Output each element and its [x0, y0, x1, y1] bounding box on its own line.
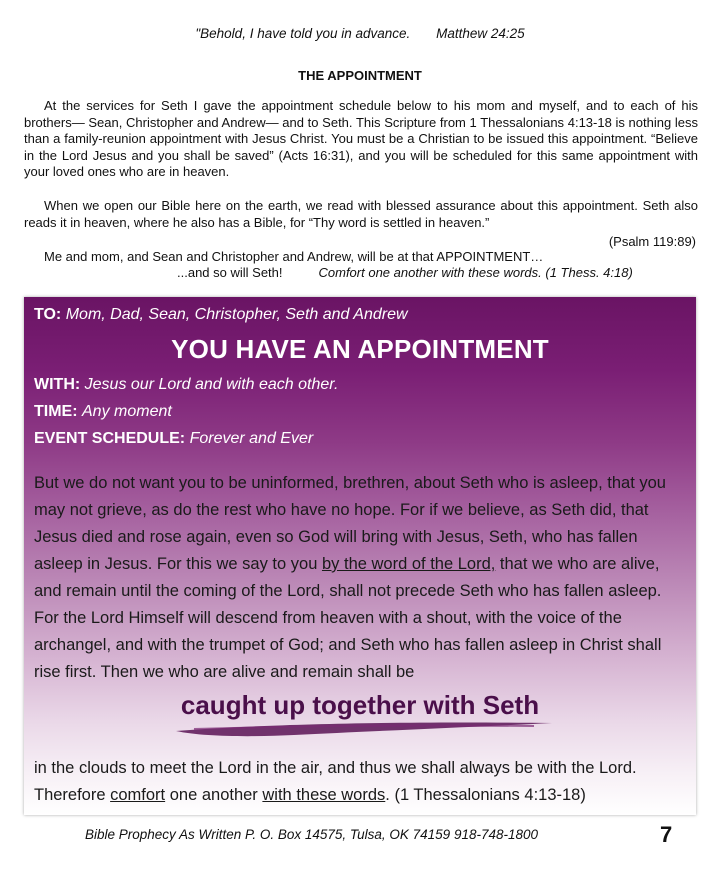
scripture-body [34, 470, 690, 686]
event-value: Forever and Ever [189, 430, 314, 447]
scripture-tail-part-2: one another [165, 786, 263, 804]
brush-stroke-decoration [174, 717, 554, 739]
comfort-verse: Comfort one another with these words. (1 Thess. 4:18) [318, 265, 633, 280]
epigraph-reference: Matthew 24:25 [436, 26, 525, 41]
caught-up-heading: caught up together with Seth [180, 690, 540, 720]
intro-paragraph-2 [24, 198, 698, 231]
scripture-underline-1: by the word of the Lord, [321, 555, 496, 573]
seth-statement [177, 265, 633, 280]
time-line [34, 403, 172, 421]
seth-statement-text: ...and so will Seth! [177, 265, 283, 280]
with-line [34, 376, 338, 394]
scripture-underline-words: with these words [262, 786, 386, 804]
to-value: Mom, Dad, Sean, Christopher, Seth and Andrew [65, 306, 408, 323]
scripture-tail-part-1: in the clouds to meet the Lord in the air, and thus we shall always be with the Lord. Therefore [34, 759, 637, 804]
scripture-body-part-2: that we who are alive, and remain until the coming of the Lord, shall not precede Seth who has fallen asleep. For the Lord Himself will descend from heaven with a shout, with the voice of the archangel, and with the trumpet of God; and Seth who has fallen asleep in Christ shall rise first. Then we who are alive and remain shall be [34, 555, 662, 681]
scripture-tail-part-3: . (1 Thessalonians 4:13-18) [385, 786, 586, 804]
family-statement: Me and mom, and Sean and Christopher and Andrew, will be at that APPOINTMENT… [44, 249, 544, 264]
page-number: 7 [660, 822, 673, 847]
psalm-reference: (Psalm 119:89) [608, 234, 696, 249]
with-label: WITH: [34, 376, 81, 393]
epigraph-quote: "Behold, I have told you in advance. [195, 26, 411, 41]
event-line [34, 430, 313, 448]
scripture-underline-comfort: comfort [110, 786, 166, 804]
with-value: Jesus our Lord and with each other. [84, 376, 339, 393]
to-label: TO: [34, 306, 62, 323]
scripture-tail [34, 755, 690, 809]
time-value: Any moment [82, 403, 172, 420]
intro-paragraph-2-text: When we open our Bible here on the earth, we read with blessed assurance about this appointment. Seth also reads it in heaven, where he also has a Bible, for “Thy word is settled in heaven.” [24, 198, 698, 230]
appointment-card [24, 297, 696, 815]
intro-paragraph-1-text: At the services for Seth I gave the appointment schedule below to his mom and myself, and to each of his brothers— Sean, Christopher and Andrew— and to Seth. This Scripture from 1 Thessalonians 4:13-18 is nothing less than a family-reunion appointment with Jesus Christ. You must be a Christian to be issued this appointment. “Believe in the Lord Jesus and you shall be saved” (Acts 16:31), and you will be scheduled for this same appointment with your loved ones who are in heaven. [24, 98, 698, 180]
epigraph [0, 26, 720, 41]
to-line [34, 306, 408, 324]
event-label: EVENT SCHEDULE: [34, 430, 186, 447]
time-label: TIME: [34, 403, 78, 420]
page-title: THE APPOINTMENT [298, 68, 422, 83]
appointment-headline: YOU HAVE AN APPOINTMENT [171, 334, 549, 364]
footer-address: Bible Prophecy As Written P. O. Box 14575, Tulsa, OK 74159 918-748-1800 [85, 827, 539, 842]
scripture-body-part-1: But we do not want you to be uninformed, brethren, about Seth who is asleep, that you may not grieve, as do the rest who have no hope. For if we believe, as Seth did, that Jesus died and rose again, even so God will bring with Jesus, Seth, who has fallen asleep in Jesus. For this we say to you [34, 474, 666, 573]
intro-paragraph-1 [24, 98, 698, 181]
